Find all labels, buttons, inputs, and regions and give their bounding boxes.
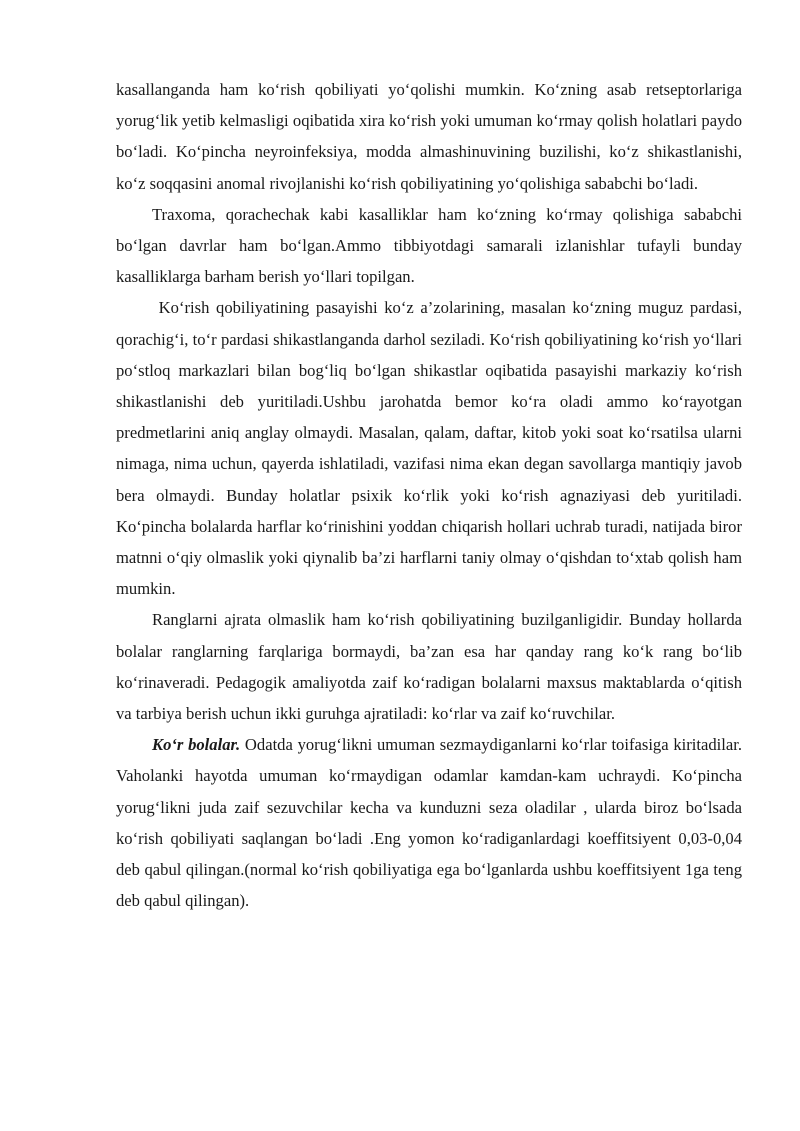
paragraph-heading: Ko‘r bolalar. [152,735,241,755]
paragraph-5 [116,729,742,916]
document-page [116,74,747,916]
paragraph-1 [116,74,742,199]
paragraph-text: Ko‘rish qobiliyatining pasayishi ko‘z a’zolarining, masalan ko‘zning muguz pardasi, qorachig‘i, to‘r pardasi shikastlanganda darhol seziladi. Ko‘rish qobiliyatining ko‘rish yo‘llari po‘stloq markazlari bilan bog‘liq bo‘lgan shikastlar oqibatida pasayishi markaziy ko‘rish shikastlanishi deb yuritiladi.Ushbu jarohatda bemor ko‘ra oladi ammo ko‘rayotgan predmetlarini aniq anglay olmaydi. Masalan, qalam, daftar, kitob yoki soat ko‘rsatilsa ularni nimaga, nima uchun, qayerda ishlatiladi, vazifasi nima ekan degan savollarga mantiqiy javob bera olmaydi. Bunday holatlar psixik ko‘rlik yoki ko‘rish agnaziyasi deb yuritiladi. Ko‘pincha bolalarda harflar ko‘rinishini yoddan chiqarish hollari uchrab turadi, natijada biror matnni o‘qiy olmaslik yoki qiynalib ba’zi harflarni taniy olmay o‘qishdan to‘xtab qolish ham mumkin. [116,298,747,599]
paragraph-2 [116,199,742,293]
paragraph-text: Odatda yorug‘likni umuman sezmaydiganlarni ko‘rlar toifasiga kiritadilar. Vaholanki hayotda umuman ko‘rmaydigan odamlar kamdan-kam uchraydi. Ko‘pincha yorug‘likni juda zaif sezuvchilar kecha va kunduzni seza oladilar , ularda biroz bo‘lsada ko‘rish qobiliyati saqlangan bo‘ladi .Eng yomon ko‘radiganlardagi koeffitsiyent 0,03-0,04 deb qabul qilingan.(normal ko‘rish qobiliyatiga ega bo‘lganlarda ushbu koeffitsiyent 1ga teng deb qabul qilingan). [116,735,742,911]
paragraph-text: Ranglarni ajrata olmaslik ham ko‘rish qobiliyatining buzilganligidir. Bunday hollarda bolalar ranglarning farqlariga bormaydi, ba’zan esa har qanday rang ko‘k rang bo‘lib ko‘rinaveradi. Pedagogik amaliyotda zaif ko‘radigan bolalarni maxsus maktablarda o‘qitish va tarbiya berish uchun ikki guruhga ajratiladi: ko‘rlar va zaif ko‘ruvchilar. [116,610,742,724]
paragraph-3 [116,292,747,604]
paragraph-text: Traxoma, qorachechak kabi kasalliklar ham ko‘zning ko‘rmay qolishiga sababchi bo‘lgan davrlar ham bo‘lgan.Ammo tibbiyotdagi samarali izlanishlar tufayli bunday kasalliklarga barham berish yo‘llari topilgan. [116,204,742,287]
paragraph-4 [116,604,742,729]
paragraph-text: kasallanganda ham ko‘rish qobiliyati yo‘qolishi mumkin. Ko‘zning asab retseptorlariga yorug‘lik yetib kelmasligi oqibatida xira ko‘rish yoki umuman ko‘rmay qolish holatlari paydo bo‘ladi. Ko‘pincha neyroinfeksiya, modda almashinuvining buzilishi, ko‘z shikastlanishi, ko‘z soqqasini anomal rivojlanishi ko‘rish qobiliyatining yo‘qolishiga sababchi bo‘ladi. [116,80,742,193]
